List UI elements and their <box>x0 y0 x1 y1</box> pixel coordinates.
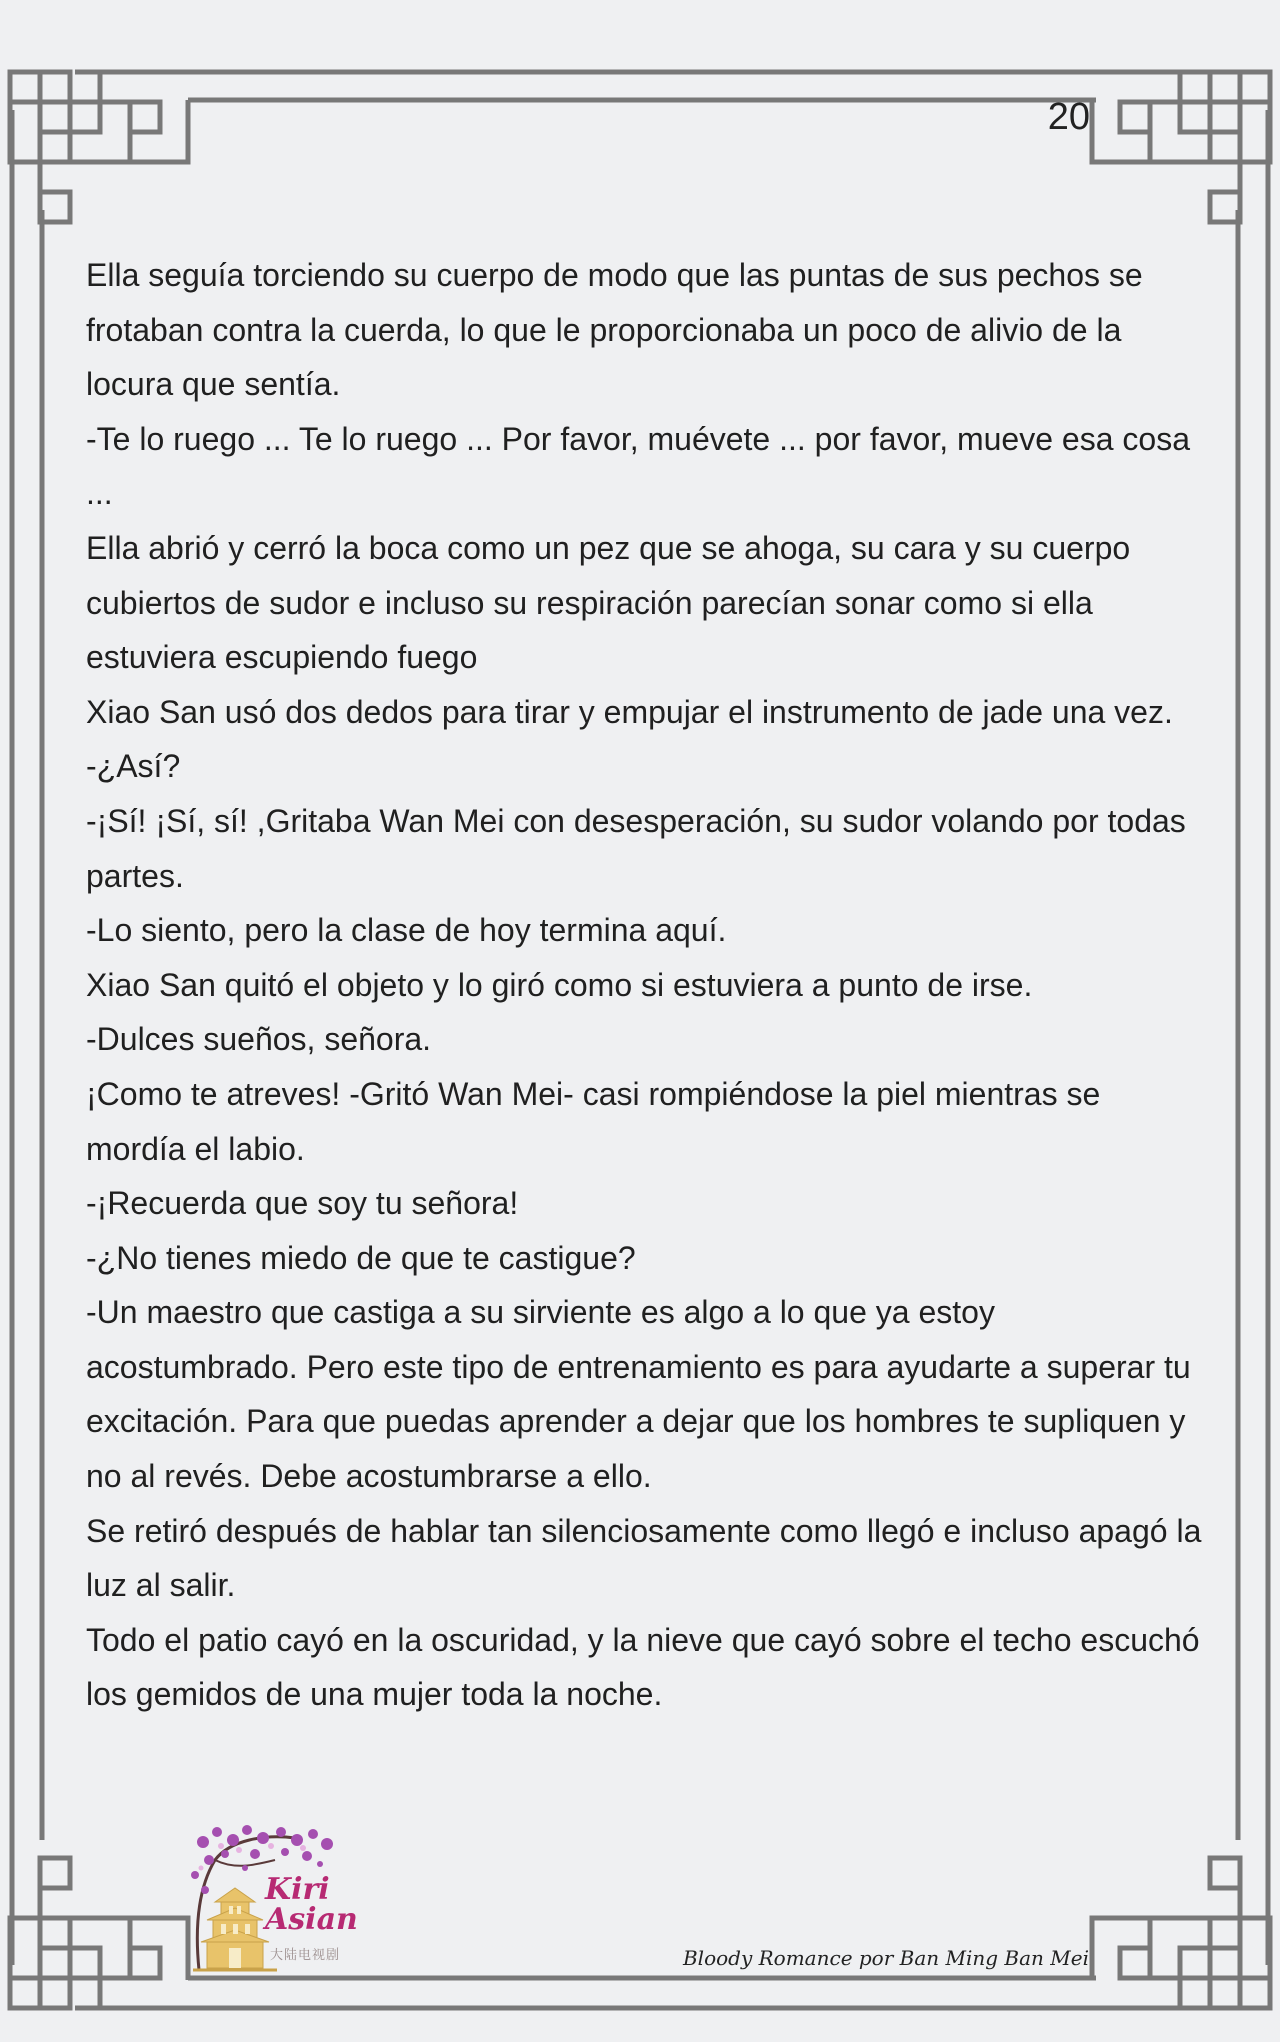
paragraph: Xiao San usó dos dedos para tirar y empujar el instrumento de jade una vez. <box>86 693 1173 730</box>
paragraph: Ella abrió y cerró la boca como un pez que se ahoga, su cara y su cuerpo cubiertos de sudor e incluso su respiración parecían sonar como si ella estuviera escupiendo fuego <box>86 529 1131 676</box>
logo-subtitle: 大陆电视剧 <box>270 1947 341 1962</box>
kiri-asian-logo <box>185 1820 360 1980</box>
paragraph: -Dulces sueños, señora. <box>86 1021 432 1058</box>
paragraph: Ella seguía torciendo su cuerpo de modo que las puntas de sus pechos se frotaban contra la cuerda, lo que le proporcionaba un poco de alivio de la locura que sentía. <box>86 257 1143 403</box>
paragraph: -¡Recuerda que soy tu señora! <box>86 1185 519 1222</box>
paragraph: -¿No tienes miedo de que te castigue? <box>86 1239 636 1276</box>
logo-word-kiri: Kiri <box>265 1872 330 1907</box>
paragraph: Se retiró después de hablar tan silenciosamente como llegó e incluso apagó la luz al salir. <box>86 1512 1202 1604</box>
paragraph: Xiao San quitó el objeto y lo giró como si estuviera a punto de irse. <box>86 966 1033 1003</box>
paragraph: -¿Así? <box>86 748 181 785</box>
paragraph: -¡Sí! ¡Sí, sí! ,Gritaba Wan Mei con desesperación, su sudor volando por todas partes. <box>86 802 1186 894</box>
paragraph: -Lo siento, pero la clase de hoy termina aquí. <box>86 912 727 949</box>
paragraph: Todo el patio cayó en la oscuridad, y la nieve que cayó sobre el techo escuchó los gemidos de una mujer toda la noche. <box>86 1621 1200 1713</box>
paragraph: ¡Como te atreves! -Gritó Wan Mei- casi rompiéndose la piel mientras se mordía el labio. <box>86 1075 1101 1167</box>
footer-credit: Bloody Romance por Ban Ming Ban Mei <box>682 1946 1089 1970</box>
logo-word-asian: Asian <box>265 1902 358 1937</box>
page-number: 20 <box>1047 96 1090 138</box>
paragraph: -Un maestro que castiga a su sirviente es algo a lo que ya estoy acostumbrado. Pero este tipo de entrenamiento es para ayudarte a superar tu excitación. Para que puedas aprender a dejar que los hombres te supliquen y no al revés. Debe acostumbrarse a ello. <box>86 1294 1191 1495</box>
paragraph: -Te lo ruego ... Te lo ruego ... Por favor, muévete ... por favor, mueve esa cosa ... <box>86 420 1190 512</box>
story-text <box>86 248 1206 1722</box>
